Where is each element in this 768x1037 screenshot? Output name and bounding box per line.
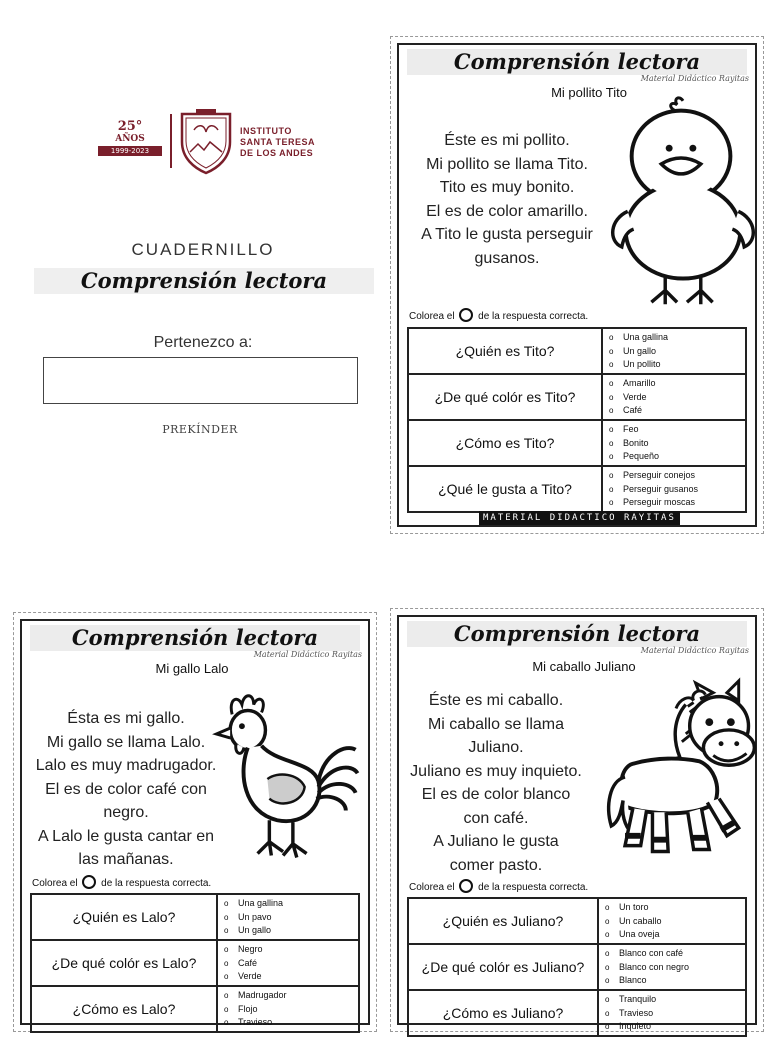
answer-option[interactable]: o Feo: [609, 423, 745, 437]
answer-option[interactable]: o Pequeño: [609, 450, 745, 464]
answer-options: [218, 987, 358, 1031]
question-row: [32, 987, 358, 1031]
question-text: ¿Quién es Tito?: [409, 329, 603, 373]
question-text: ¿Quién es Lalo?: [32, 895, 218, 939]
circle-icon: [82, 875, 96, 889]
brand-signature: Material Didáctico Rayitas: [640, 74, 749, 83]
story-text: Ésta es mi gallo. Mi gallo se llama Lalo. Lalo es muy madrugador. El es de color café con negro. A Lalo le gusta cantar en las mañanas.: [35, 710, 217, 868]
chick-illustration: [604, 89, 762, 314]
answer-option[interactable]: o Un toro: [605, 901, 745, 915]
question-text: ¿De qué colór es Lalo?: [32, 941, 218, 985]
name-field-box: [43, 357, 358, 404]
answer-options: [603, 467, 745, 511]
answer-option[interactable]: o Un gallo: [609, 345, 745, 359]
answer-option[interactable]: o Travieso: [605, 1007, 745, 1021]
question-row: [409, 945, 745, 991]
answer-option[interactable]: o Blanco con negro: [605, 961, 745, 975]
answer-options: [599, 899, 745, 943]
institute-logo: [88, 100, 316, 180]
answer-options: [603, 421, 745, 465]
answer-option[interactable]: o Verde: [609, 391, 745, 405]
question-table: [407, 897, 747, 1037]
worksheet-frame: [397, 43, 757, 527]
grade-label: PREKÍNDER: [162, 423, 238, 436]
question-row: [409, 899, 745, 945]
instruction: Colorea el de la respuesta correcta.: [409, 308, 588, 322]
instruction: Colorea el de la respuesta correcta.: [409, 879, 588, 893]
cover-label: CUADERNILLO: [131, 240, 275, 259]
worksheet-frame: [20, 619, 370, 1025]
circle-icon: [459, 308, 473, 322]
answer-option[interactable]: o Blanco con café: [605, 947, 745, 961]
answer-option[interactable]: o Café: [609, 404, 745, 418]
question-row: [409, 421, 745, 467]
answer-option[interactable]: o Amarillo: [609, 377, 745, 391]
worksheet-chick: [390, 36, 764, 534]
worksheet-frame: [397, 615, 757, 1031]
answer-option[interactable]: o Un gallo: [224, 924, 358, 938]
answer-option[interactable]: o Perseguir gusanos: [609, 483, 745, 497]
answer-option[interactable]: o Una oveja: [605, 928, 745, 942]
answer-option[interactable]: o Café: [224, 957, 358, 971]
institute-name: INSTITUTO SANTA TERESA DE LOS ANDES: [240, 126, 316, 158]
question-text: ¿Qué le gusta a Tito?: [409, 467, 603, 511]
worksheet-title: Comprensión lectora: [407, 621, 747, 647]
question-row: [409, 991, 745, 1035]
footer-banner: MATERIAL DIDACTICO RAYITAS: [479, 511, 680, 525]
question-table: [30, 893, 360, 1033]
answer-option[interactable]: o Verde: [224, 970, 358, 984]
worksheet-rooster: [13, 612, 377, 1032]
worksheet-title: Comprensión lectora: [30, 625, 360, 651]
answer-options: [599, 991, 745, 1035]
answer-option[interactable]: o Perseguir moscas: [609, 496, 745, 510]
brand-signature: Material Didáctico Rayitas: [640, 646, 749, 655]
answer-option[interactable]: o Tranquilo: [605, 993, 745, 1007]
answer-option[interactable]: o Una gallina: [224, 897, 358, 911]
answer-option[interactable]: o Travieso: [224, 1016, 358, 1030]
answer-options: [218, 941, 358, 985]
rooster-illustration: [207, 685, 367, 881]
question-row: [409, 329, 745, 375]
anniversary-badge: 25° AÑOS 1999-2023: [98, 120, 162, 164]
worksheet-title: Comprensión lectora: [407, 49, 747, 75]
question-text: ¿Quién es Juliano?: [409, 899, 599, 943]
answer-option[interactable]: o Negro: [224, 943, 358, 957]
question-text: ¿Cómo es Lalo?: [32, 987, 218, 1031]
question-row: [409, 375, 745, 421]
circle-icon: [459, 879, 473, 893]
logo-divider: [170, 114, 172, 168]
brand-signature: Material Didáctico Rayitas: [253, 650, 362, 659]
answer-option[interactable]: o Blanco: [605, 974, 745, 988]
story-title: Mi gallo Lalo: [155, 661, 229, 676]
question-table: [407, 327, 747, 513]
answer-option[interactable]: o Bonito: [609, 437, 745, 451]
answer-options: [603, 375, 745, 419]
question-row: [32, 941, 358, 987]
answer-option[interactable]: o Perseguir conejos: [609, 469, 745, 483]
instruction: Colorea el de la respuesta correcta.: [32, 875, 211, 889]
question-row: [32, 895, 358, 941]
question-text: ¿Cómo es Tito?: [409, 421, 603, 465]
answer-option[interactable]: o Flojo: [224, 1003, 358, 1017]
answer-options: [218, 895, 358, 939]
answer-option[interactable]: o Una gallina: [609, 331, 745, 345]
question-text: ¿Cómo es Juliano?: [409, 991, 599, 1035]
story-text: Éste es mi caballo. Mi caballo se llama Juliano. Juliano es muy inquieto. El es de color blanco con café. A Juliano le gusta comer pasto.: [410, 692, 582, 874]
worksheet-horse: [390, 608, 764, 1032]
horse-illustration: [591, 679, 759, 875]
question-row: [409, 467, 745, 511]
shield-icon: [176, 106, 236, 176]
answer-option[interactable]: o Un pavo: [224, 911, 358, 925]
answer-options: [599, 945, 745, 989]
answer-option[interactable]: o Un caballo: [605, 915, 745, 929]
answer-option[interactable]: o Madrugador: [224, 989, 358, 1003]
cover-title: Comprensión lectora: [34, 268, 374, 294]
question-text: ¿De qué colór es Tito?: [409, 375, 603, 419]
question-text: ¿De qué colór es Juliano?: [409, 945, 599, 989]
belongs-label: Pertenezco a:: [153, 334, 253, 351]
story-text: Éste es mi pollito. Mi pollito se llama Tito. Tito es muy bonito. El es de color amarillo. A Tito le gusta perseguir gusanos.: [421, 132, 593, 267]
answer-option[interactable]: o Un pollito: [609, 358, 745, 372]
story-title: Mi pollito Tito: [551, 85, 627, 100]
answer-option[interactable]: o Inquieto: [605, 1020, 745, 1034]
story-title: Mi caballo Juliano: [532, 659, 636, 674]
answer-options: [603, 329, 745, 373]
